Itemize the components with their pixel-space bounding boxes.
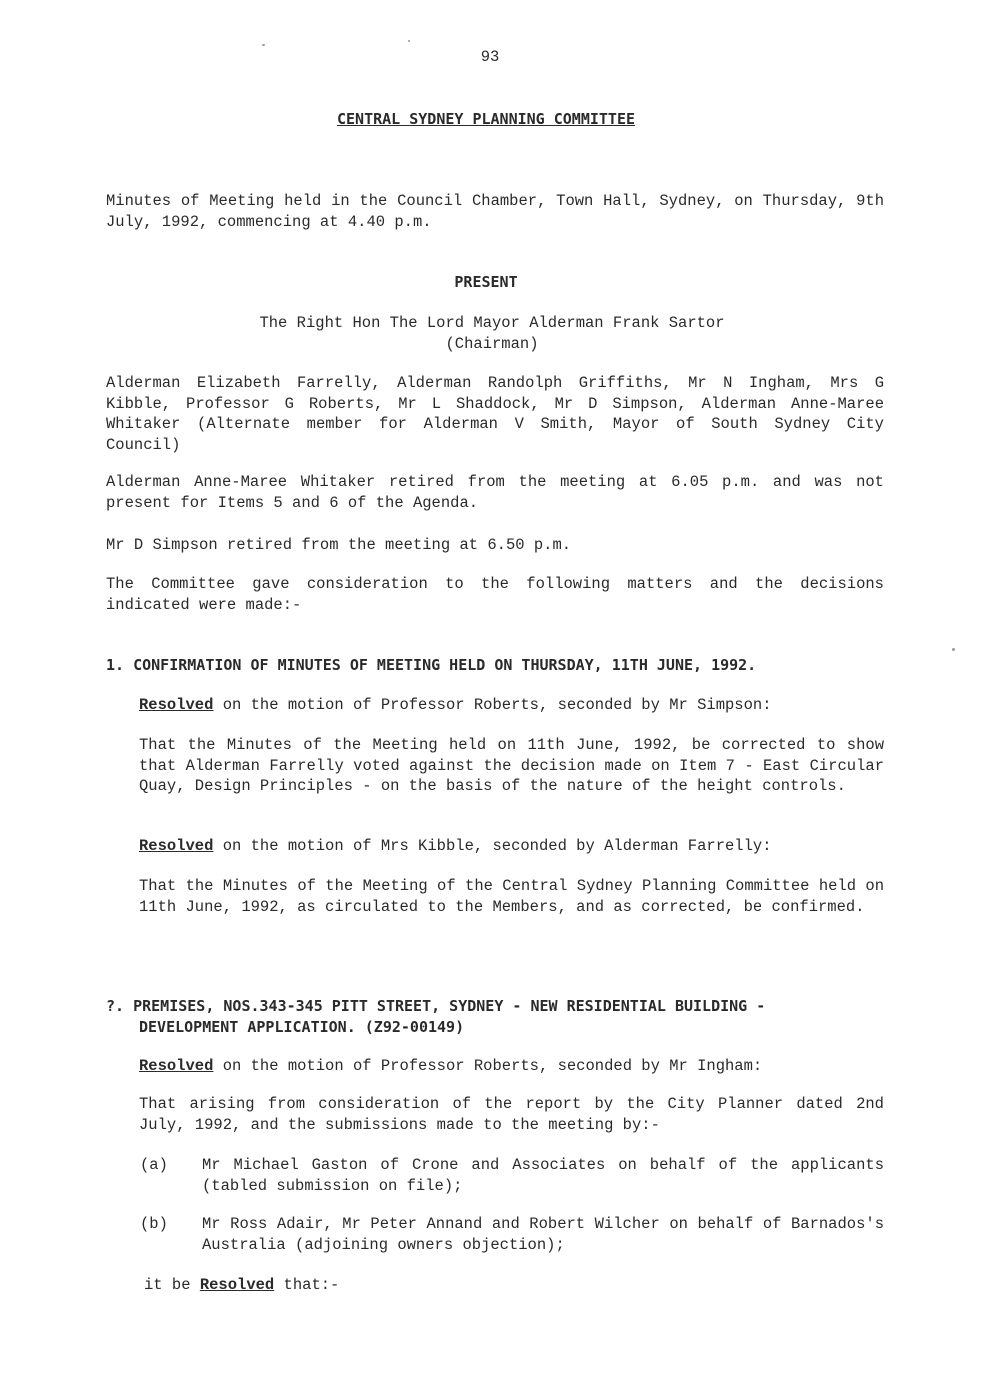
note-whitaker: Alderman Anne-Maree Whitaker retired from the meeting at 6.05 p.m. and was not present for Items 5 and 6 of the Agenda. — [106, 473, 884, 512]
sub-b-text: Mr Ross Adair, Mr Peter Annand and Robert Wilcher on behalf of Barnados's Australia (adjoining owners objection); — [202, 1215, 884, 1254]
closing-prefix: it be — [144, 1276, 200, 1294]
sub-a-label: (a) — [140, 1156, 168, 1174]
item-2-resolved — [139, 1056, 884, 1077]
attendees-list: Alderman Elizabeth Farrelly, Alderman Randolph Griffiths, Mr N Ingham, Mrs G Kibble, Professor G Roberts, Mr L Shaddock, Mr D Simpson, Alderman Anne-Maree Whitaker (Alternate member for Alderman V Smith, Mayor of South Sydney City Council) — [106, 374, 884, 454]
item-2-title-line-2: DEVELOPMENT APPLICATION. (Z92-00149) — [139, 1017, 465, 1036]
resolved-motion: on the motion of Mrs Kibble, seconded by Alderman Farrelly: — [213, 837, 772, 855]
meeting-intro: Minutes of Meeting held in the Council Chamber, Town Hall, Sydney, on Thursday, 9th July, 1992, commencing at 4.40 p.m. — [106, 192, 884, 231]
item-2-number: ?. — [106, 997, 125, 1015]
resolved-label: Resolved — [199, 1276, 275, 1294]
present-heading: PRESENT — [454, 273, 518, 291]
resolved-motion: on the motion of Professor Roberts, seconded by Mr Simpson: — [213, 696, 772, 714]
item-2-sub-a — [140, 1155, 884, 1196]
resolved-motion: on the motion of Professor Roberts, seconded by Mr Ingham: — [213, 1057, 763, 1075]
note-simpson: Mr D Simpson retired from the meeting at 6.50 p.m. — [106, 536, 572, 554]
resolved-label: Resolved — [139, 1057, 214, 1075]
item-2-sub-b — [140, 1214, 884, 1255]
item-1-number: 1. — [106, 656, 125, 674]
closing-suffix: that:- — [274, 1276, 340, 1294]
scan-speck — [262, 44, 265, 46]
resolved-label: Resolved — [139, 837, 214, 855]
item-1-paragraph-1: That the Minutes of the Meeting held on 11th June, 1992, be corrected to show that Alderman Farrelly voted against the decision made on Item 7 - East Circular Quay, Design Principles - on the basis of the nature of the height controls. — [139, 736, 884, 795]
chairman-role: (Chairman) — [445, 335, 539, 353]
sub-b-label: (b) — [140, 1215, 168, 1233]
resolved-label: Resolved — [139, 696, 214, 714]
page-number: 93 — [480, 48, 500, 66]
committee-title: CENTRAL SYDNEY PLANNING COMMITTEE — [336, 110, 635, 128]
sub-a-text: Mr Michael Gaston of Crone and Associates on behalf of the applicants (tabled submission on file); — [202, 1156, 884, 1195]
item-1-paragraph-2: That the Minutes of the Meeting of the Central Sydney Planning Committee held on 11th June, 1992, as circulated to the Members, and as corrected, be confirmed. — [139, 877, 884, 916]
scan-speck — [952, 648, 955, 651]
item-1-heading — [106, 655, 906, 676]
consideration-text: The Committee gave consideration to the following matters and the decisions indicated were made:- — [106, 575, 884, 614]
item-1-title: CONFIRMATION OF MINUTES OF MEETING HELD ON THURSDAY, 11TH JUNE, 1992. — [133, 656, 757, 674]
item-1-resolved-2 — [139, 836, 884, 857]
item-2-heading — [106, 996, 906, 1037]
item-2-title-line-1: PREMISES, NOS.343-345 PITT STREET, SYDNEY - NEW RESIDENTIAL BUILDING - — [133, 997, 766, 1015]
scan-speck — [408, 40, 410, 42]
chairman-line: The Right Hon The Lord Mayor Alderman Frank Sartor — [259, 314, 725, 332]
item-2-closing — [144, 1275, 884, 1296]
item-2-paragraph: That arising from consideration of the report by the City Planner dated 2nd July, 1992, and the submissions made to the meeting by:- — [139, 1095, 884, 1134]
item-1-resolved-1 — [139, 695, 884, 716]
